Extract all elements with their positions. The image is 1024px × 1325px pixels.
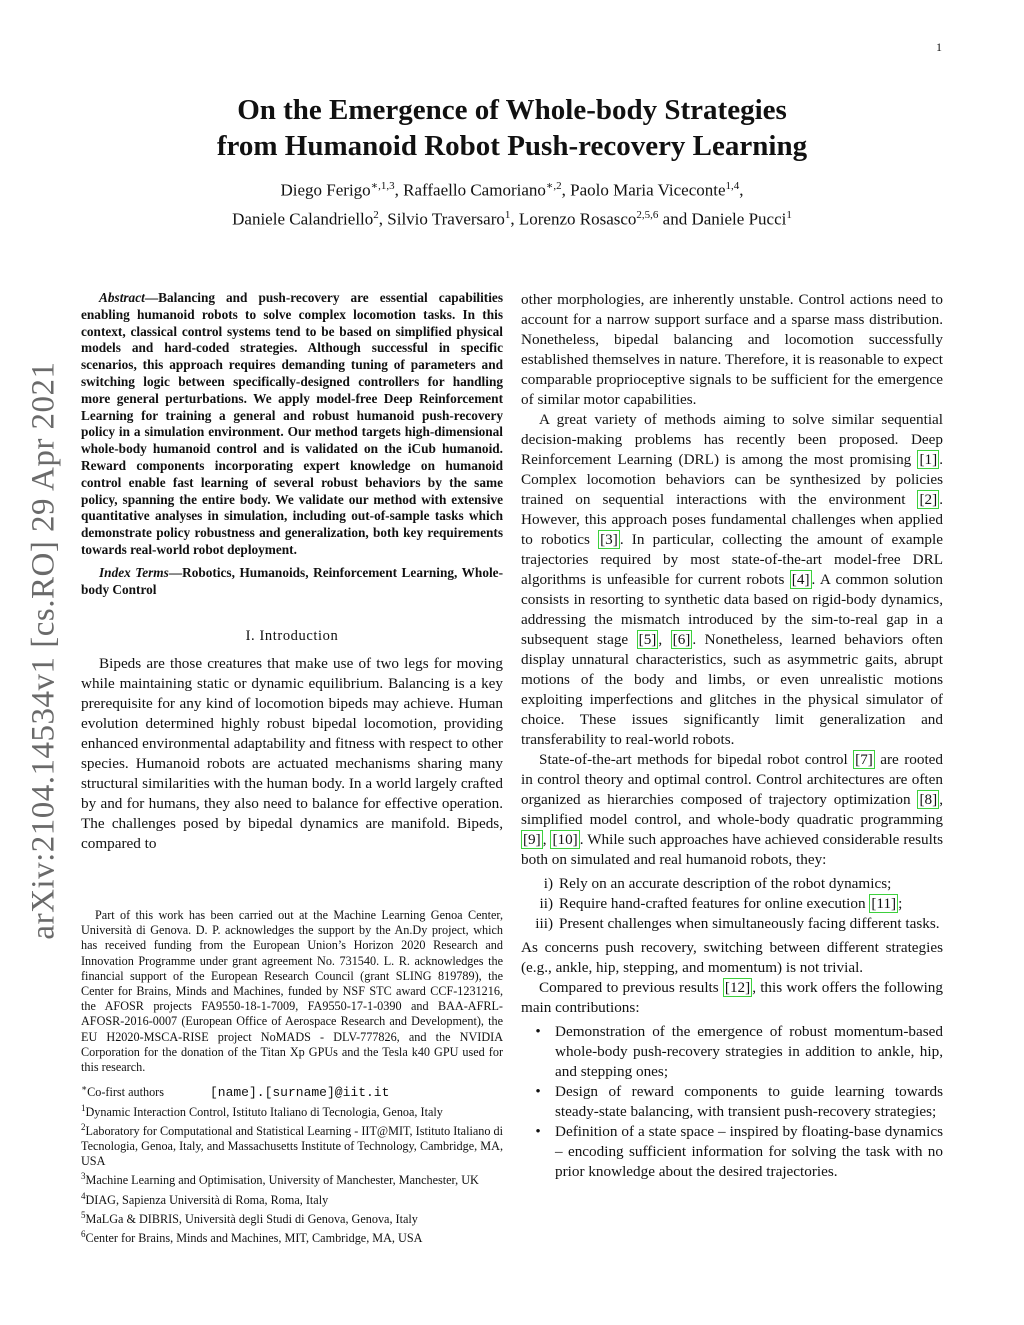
citation-link[interactable]: [5] (638, 631, 657, 648)
abstract-text: —Balancing and push-recovery are essential capabilities enabling humanoid robots to solve complex locomotion tasks. In this context, classical control systems tend to be based on simplified physical models and hard-coded strategies. Although successful in specific scenarios, this approach requires demanding tuning of parameters and switching logic between specifically-designed controllers for handling more general perturbations. We apply model-free Deep Reinforcement Learning for training a general and robust humanoid push-recovery policy in a simulation environment. Our method targets high-dimensional whole-body humanoid control and is validated on the iCub humanoid. Reward components incorporating expert knowledge on humanoid control enable fast learning of several robust behaviors by the same policy, spanning the entire body. We validate our method with extensive quantitative analyses in simulation, including out-of-sample tasks which demonstrate policy robustness and generalization, both key requirements towards real-world robot deployment. (81, 290, 503, 557)
paragraph (521, 978, 943, 1018)
footnote-mark: 4 (81, 1190, 86, 1201)
affiliation-text: Laboratory for Computational and Statistical Learning - IIT@MIT, Istituto Italiano di Tecnologia, Genoa, Italy, and Massachusetts Institute of Technology, Cambridge, MA, USA (81, 1123, 503, 1169)
affiliation-text: Center for Brains, Minds and Machines, MIT, Cambridge, MA, USA (85, 1231, 423, 1246)
author-name: Daniele Calandriello (232, 209, 374, 229)
funding-footnote: Part of this work has been carried out at the Machine Learning Genoa Center, Università di Genova. D. P. acknowledges the support by the An.Dy project, which has received funding from the European Union’s Horizon 2020 Research and Innovation Programme under grant agreement No. 731540. L. R. acknowledges the financial support of the European Research Council (grant SLING 819789), the Center for Brains, Minds and Machines, funded by NSF STC award CCF-1231216, the AFOSR projects FA9550-18-1-7009, FA9550-17-1-0390 and BAA-AFRL-AFOSR-2016-0007 (European Office of Aerospace Research and Development), the EU H2020-MSCA-RISE project NoMADS - DLV-777826, and the NVIDIA Corporation for the donation of the Titan Xp GPUs and the Tesla k40 GPU used for this research. (81, 908, 503, 1075)
list-item (521, 914, 943, 934)
citation-link[interactable]: [10] (552, 831, 578, 848)
text-run: , (658, 631, 671, 648)
footnote-mark: 2 (81, 1121, 86, 1132)
paragraph (521, 750, 943, 870)
author-affil: 2,5,6 (636, 208, 659, 221)
citation-link[interactable]: [3] (600, 531, 618, 548)
text-run: , simplified model control, and whole-body quadratic programming (521, 791, 943, 828)
footnote-mark: 3 (81, 1171, 86, 1182)
paragraph: As concerns push recovery, switching between different strategies (e.g., ankle, hip, stepping, and momentum) is not trivial. (521, 939, 943, 976)
footnote-mark: 1 (81, 1102, 86, 1113)
citation-link[interactable]: [7] (855, 751, 873, 768)
author-affil: 1,4 (725, 180, 740, 192)
citation-link[interactable]: [9] (523, 831, 541, 848)
list-item (521, 874, 943, 894)
author-sep: , (739, 180, 744, 200)
contributions-list (521, 1022, 943, 1182)
text-run: . In particular, collecting the amount of example trajectories required by most state-of-the-art model-free DRL algorithms is unfeasible for current robots (521, 531, 943, 588)
bullet-icon: • (535, 1123, 541, 1140)
abstract-label: Abstract (99, 290, 145, 305)
cofirst-text: Co-first authors (87, 1085, 164, 1100)
text-run: A great variety of methods aiming to solve similar sequential decision-making problems has recently been proposed. Deep Reinforcement Learning (DRL) is among the most promising (521, 411, 943, 468)
author-affil: ∗,2 (545, 180, 562, 192)
page-number: 1 (936, 40, 942, 54)
left-column (81, 290, 503, 854)
list-text: Design of reward components to guide learning towards steady-state balancing, with transient push-recovery strategies; (555, 1083, 943, 1120)
bullet-icon: • (535, 1083, 541, 1100)
list-item (521, 1082, 943, 1122)
text-run: , this work offers the following main contributions: (521, 979, 943, 1016)
author-affil: 2 (373, 208, 379, 221)
text-run: Require hand-crafted features for online execution (559, 895, 870, 912)
author-name: , Lorenzo Rosasco (510, 209, 637, 229)
citation-link[interactable]: [4] (791, 571, 810, 588)
cofirst-note (81, 1081, 503, 1100)
limitations-list (521, 874, 943, 934)
list-text: Rely on an accurate description of the robot dynamics; (559, 875, 892, 892)
text-run: , (542, 831, 551, 848)
right-column (521, 290, 943, 1182)
citation-link[interactable]: [6] (672, 631, 691, 648)
paragraph: other morphologies, are inherently unstable. Control actions need to account for a narrow support surface and a sparse mass distribution. Nonetheless, bipedal balancing and locomotion successfully established themselves in nature. Therefore, it is reasonable to expect comparable proprioceptive signals to be sufficient for the emergence of similar motor capabilities. (521, 291, 943, 408)
author-name: , Raffaello Camoriano (394, 180, 546, 200)
citation-link[interactable]: [12] (724, 979, 751, 996)
author-affil: ∗,1,3 (370, 180, 395, 192)
index-terms (81, 565, 503, 599)
footnote-mark: ∗ (81, 1083, 88, 1094)
text-run: . However, this approach poses fundamental challenges when applied to robotics (521, 491, 943, 548)
citation-link[interactable]: [2] (919, 491, 938, 508)
affiliation-6 (81, 1227, 503, 1246)
affiliation-3 (81, 1169, 503, 1188)
author-list (100, 174, 924, 231)
citation-link[interactable]: [8] (919, 791, 938, 808)
affiliation-text: Dynamic Interaction Control, Istituto Italiano di Tecnologia, Genoa, Italy (85, 1104, 443, 1119)
index-terms-text: —Robotics, Humanoids, Reinforcement Learning, Whole-body Control (81, 564, 503, 597)
text-run: . While such approaches have achieved considerable results both on simulated and real humanoid robots, they: (521, 831, 943, 868)
footnotes (81, 908, 503, 1247)
citation-link[interactable]: [11] (871, 895, 897, 912)
list-label: iii) (535, 915, 553, 932)
index-terms-label: Index Terms (99, 564, 169, 580)
list-label: ii) (539, 895, 553, 912)
author-name: , Paolo Maria Viceconte (561, 180, 726, 200)
email-address: [name].[surname]@iit.it (209, 1085, 390, 1101)
author-name: Diego Ferigo (280, 180, 371, 200)
text-run: . Complex locomotion behaviors can be synthesized by policies trained on sequential interactions with the environment (521, 451, 943, 508)
bullet-icon: • (535, 1023, 541, 1040)
paragraph (521, 410, 943, 750)
affiliation-text: DIAG, Sapienza Università di Roma, Roma, Italy (85, 1192, 329, 1207)
footnote-mark: 5 (81, 1209, 86, 1220)
list-text: Present challenges when simultaneously facing different tasks. (559, 915, 940, 932)
text-run: . A common solution consists in resorting to synthetic data based on rigid-body dynamics, addressing the mismatch introduced by the sim-to-real gap in a subsequent stage (521, 571, 943, 648)
text-run: State-of-the-art methods for bipedal robot control (539, 751, 854, 768)
title-line-2: from Humanoid Robot Push-recovery Learning (216, 130, 808, 162)
paper-title (100, 92, 924, 164)
list-label: i) (543, 875, 553, 892)
affiliation-2 (81, 1120, 503, 1170)
list-text (559, 894, 943, 914)
title-line-1: On the Emergence of Whole-body Strategies (237, 94, 787, 126)
arxiv-stamp-text: arXiv:2104.14534v1 [cs.RO] 29 Apr 2021 (25, 360, 62, 940)
affiliation-text: Machine Learning and Optimisation, University of Manchester, Manchester, UK (85, 1173, 479, 1188)
list-text: Definition of a state space – inspired by floating-base dynamics – encoding sufficient information for solving the task with no prior knowledge about the desired trajectories. (555, 1123, 943, 1180)
footnote-mark: 6 (81, 1229, 86, 1240)
author-affil: 1 (786, 208, 792, 221)
section-heading-introduction: I. Introduction (245, 628, 339, 645)
text-run: ; (898, 895, 903, 912)
list-item (521, 1022, 943, 1082)
author-affil: 1 (504, 208, 511, 221)
citation-link[interactable]: [1] (919, 451, 938, 468)
text-run: are rooted in control theory and optimal control. Control architectures are often organized as hierarchies composed of trajectory optimization (521, 751, 944, 808)
text-run: Compared to previous results (539, 979, 723, 996)
affiliation-5 (81, 1208, 503, 1227)
affiliation-text: MaLGa & DIBRIS, Università degli Studi di Genova, Genova, Italy (85, 1212, 418, 1227)
list-item (521, 894, 943, 914)
list-text: Demonstration of the emergence of robust momentum-based whole-body push-recovery strategies in addition to ankle, hip, and stepping ones; (555, 1023, 943, 1080)
arxiv-stamp (4, 350, 84, 950)
intro-paragraph: Bipeds are those creatures that make use of two legs for moving while maintaining static or dynamic equilibrium. Balancing is a key prerequisite for any kind of locomotion bipeds may achieve. Human evolution determined highly robust bipedal locomotion, providing enhanced environmental adaptability and fitness with respect to other species. Humanoid robots are actuated mechanisms sharing many structural similarities with the human body. In a world largely crafted by and for humans, they also need to balance for effective operation. The challenges posed by bipedal dynamics are manifold. Bipeds, compared to (81, 655, 503, 853)
list-item (521, 1122, 943, 1182)
affiliation-1 (81, 1101, 503, 1120)
author-name: and Daniele Pucci (658, 209, 787, 229)
abstract (81, 290, 503, 559)
text-run: . Nonetheless, learned behaviors often display unnatural characteristics, such as asymmetric gaits, abrupt motions of the body and limbs, or even unrealistic motions exploiting imperfections and glitches in the physical simulator of choice. These issues significantly limit generalization and transferability to real-world robots. (521, 631, 944, 748)
author-name: , Silvio Traversaro (378, 209, 505, 229)
affiliation-4 (81, 1189, 503, 1208)
